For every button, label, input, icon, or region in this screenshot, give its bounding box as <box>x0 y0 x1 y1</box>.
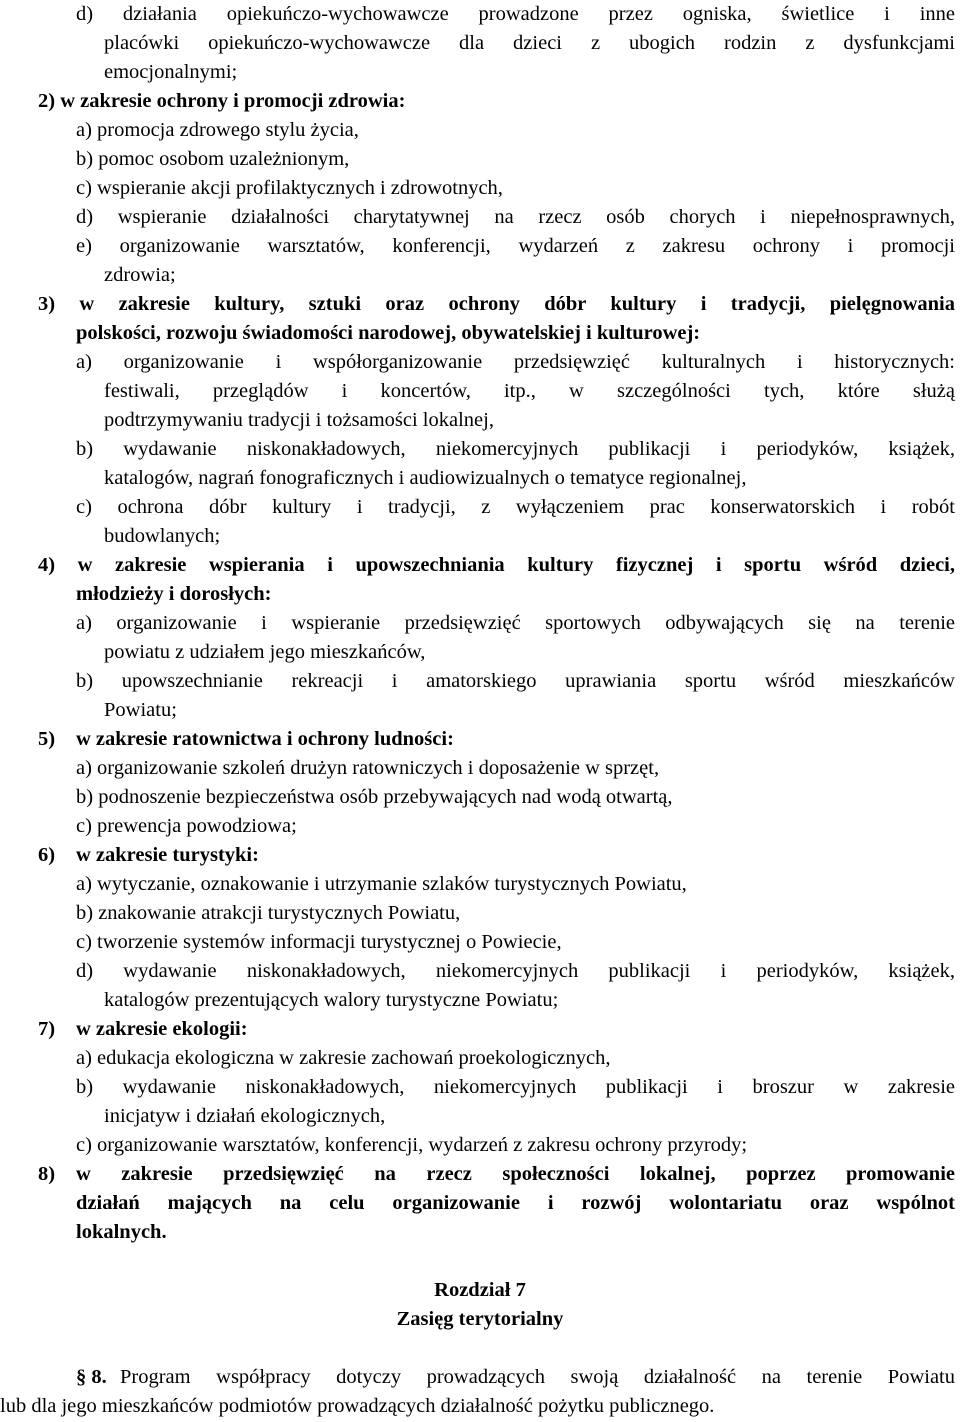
item-line: b) pomoc osobom uzależnionym, <box>76 148 350 170</box>
section-title: w zakresie ekologii: <box>76 1018 248 1040</box>
item-line: placówki opiekuńczo-wychowawcze dla dzieci z ubogich rodzin z dysfunkcjami <box>104 32 955 54</box>
item-line: c) prewencja powodziowa; <box>76 815 297 837</box>
chapter-title: Rozdział 7 <box>434 1279 526 1301</box>
section-number: 6) <box>38 844 56 866</box>
item-line: c) tworzenie systemów informacji turystycznej o Powiecie, <box>76 931 562 953</box>
item-line: a) promocja zdrowego stylu życia, <box>76 119 359 141</box>
item-line: d) wspieranie działalności charytatywnej na rzecz osób chorych i niepełnosprawnych, <box>76 206 955 228</box>
item-line: inicjatyw i działań ekologicznych, <box>104 1105 386 1127</box>
item-line: a) organizowanie i współorganizowanie przedsięwzięć kulturalnych i historycznych: <box>76 351 955 373</box>
item-line: zdrowia; <box>104 264 176 286</box>
item-line: c) wspieranie akcji profilaktycznych i zdrowotnych, <box>76 177 503 199</box>
section-header: działań mających na celu organizowanie i rozwój wolontariatu oraz wspólnot <box>76 1192 955 1214</box>
section-header: młodzieży i dorosłych: <box>76 583 272 605</box>
section-title: w zakresie ratownictwa i ochrony ludności: <box>76 728 454 750</box>
item-line: d) działania opiekuńczo-wychowawcze prowadzone przez ogniska, świetlice i inne <box>76 3 955 25</box>
item-line: c) organizowanie warsztatów, konferencji, wydarzeń z zakresu ochrony przyrody; <box>76 1134 748 1156</box>
item-line: a) organizowanie szkoleń drużyn ratowniczych i doposażenie w sprzęt, <box>76 757 660 779</box>
item-line: budowlanych; <box>104 525 221 547</box>
item-line: powiatu z udziałem jego mieszkańców, <box>104 641 426 663</box>
item-line: b) wydawanie niskonakładowych, niekomercyjnych publikacji i periodyków, książek, <box>76 438 955 460</box>
paragraph-number: § 8. <box>76 1366 107 1388</box>
item-line: a) organizowanie i wspieranie przedsięwzięć sportowych odbywających się na terenie <box>76 612 955 634</box>
item-line: festiwali, przeglądów i koncertów, itp., w szczególności tych, które służą <box>104 380 955 402</box>
item-line: a) wytyczanie, oznakowanie i utrzymanie szlaków turystycznych Powiatu, <box>76 873 687 895</box>
chapter-subtitle: Zasięg terytorialny <box>396 1308 564 1330</box>
section-header <box>38 725 454 754</box>
section-header <box>38 841 259 870</box>
section-header: 2) w zakresie ochrony i promocji zdrowia: <box>38 90 406 112</box>
paragraph-line: lub dla jego mieszkańców podmiotów prowadzących działalność pożytku publicznego. <box>0 1395 715 1417</box>
item-line: e) organizowanie warsztatów, konferencji, wydarzeń z zakresu ochrony i promocji <box>76 235 955 257</box>
item-line: b) upowszechnianie rekreacji i amatorskiego uprawiania sportu wśród mieszkańców <box>76 670 955 692</box>
section-header: w zakresie przedsięwzięć na rzecz społeczności lokalnej, poprzez promowanie <box>76 1163 955 1185</box>
item-line: b) wydawanie niskonakładowych, niekomercyjnych publikacji i broszur w zakresie <box>76 1076 955 1098</box>
section-header: 4) w zakresie wspierania i upowszechniania kultury fizycznej i sportu wśród dzieci, <box>38 554 955 576</box>
item-line: a) edukacja ekologiczna w zakresie zachowań proekologicznych, <box>76 1047 611 1069</box>
item-line: podtrzymywaniu tradycji i tożsamości lokalnej, <box>104 409 494 431</box>
section-header: polskości, rozwoju świadomości narodowej, obywatelskiej i kulturowej: <box>76 322 701 344</box>
item-line: katalogów, nagrań fonograficznych i audiowizualnych o tematyce regionalnej, <box>104 467 747 489</box>
item-line: Powiatu; <box>104 699 177 721</box>
section-number: 5) <box>38 728 56 750</box>
item-line: emocjonalnymi; <box>104 61 238 83</box>
item-line: katalogów prezentujących walory turystyczne Powiatu; <box>104 989 559 1011</box>
paragraph-line: Program współpracy dotyczy prowadzących swoją działalność na terenie Powiatu <box>120 1366 955 1388</box>
item-line: b) znakowanie atrakcji turystycznych Powiatu, <box>76 902 461 924</box>
section-header: lokalnych. <box>76 1221 167 1243</box>
section-header: 3) w zakresie kultury, sztuki oraz ochrony dóbr kultury i tradycji, pielęgnowania <box>38 293 955 315</box>
section-number: 7) <box>38 1018 56 1040</box>
section-number: 8) <box>38 1163 56 1185</box>
section-header <box>38 1015 248 1044</box>
item-line: c) ochrona dóbr kultury i tradycji, z wyłączeniem prac konserwatorskich i robót <box>76 496 955 518</box>
section-title: w zakresie turystyki: <box>76 844 259 866</box>
item-line: b) podnoszenie bezpieczeństwa osób przebywających nad wodą otwartą, <box>76 786 673 808</box>
item-line: d) wydawanie niskonakładowych, niekomercyjnych publikacji i periodyków, książek, <box>76 960 955 982</box>
